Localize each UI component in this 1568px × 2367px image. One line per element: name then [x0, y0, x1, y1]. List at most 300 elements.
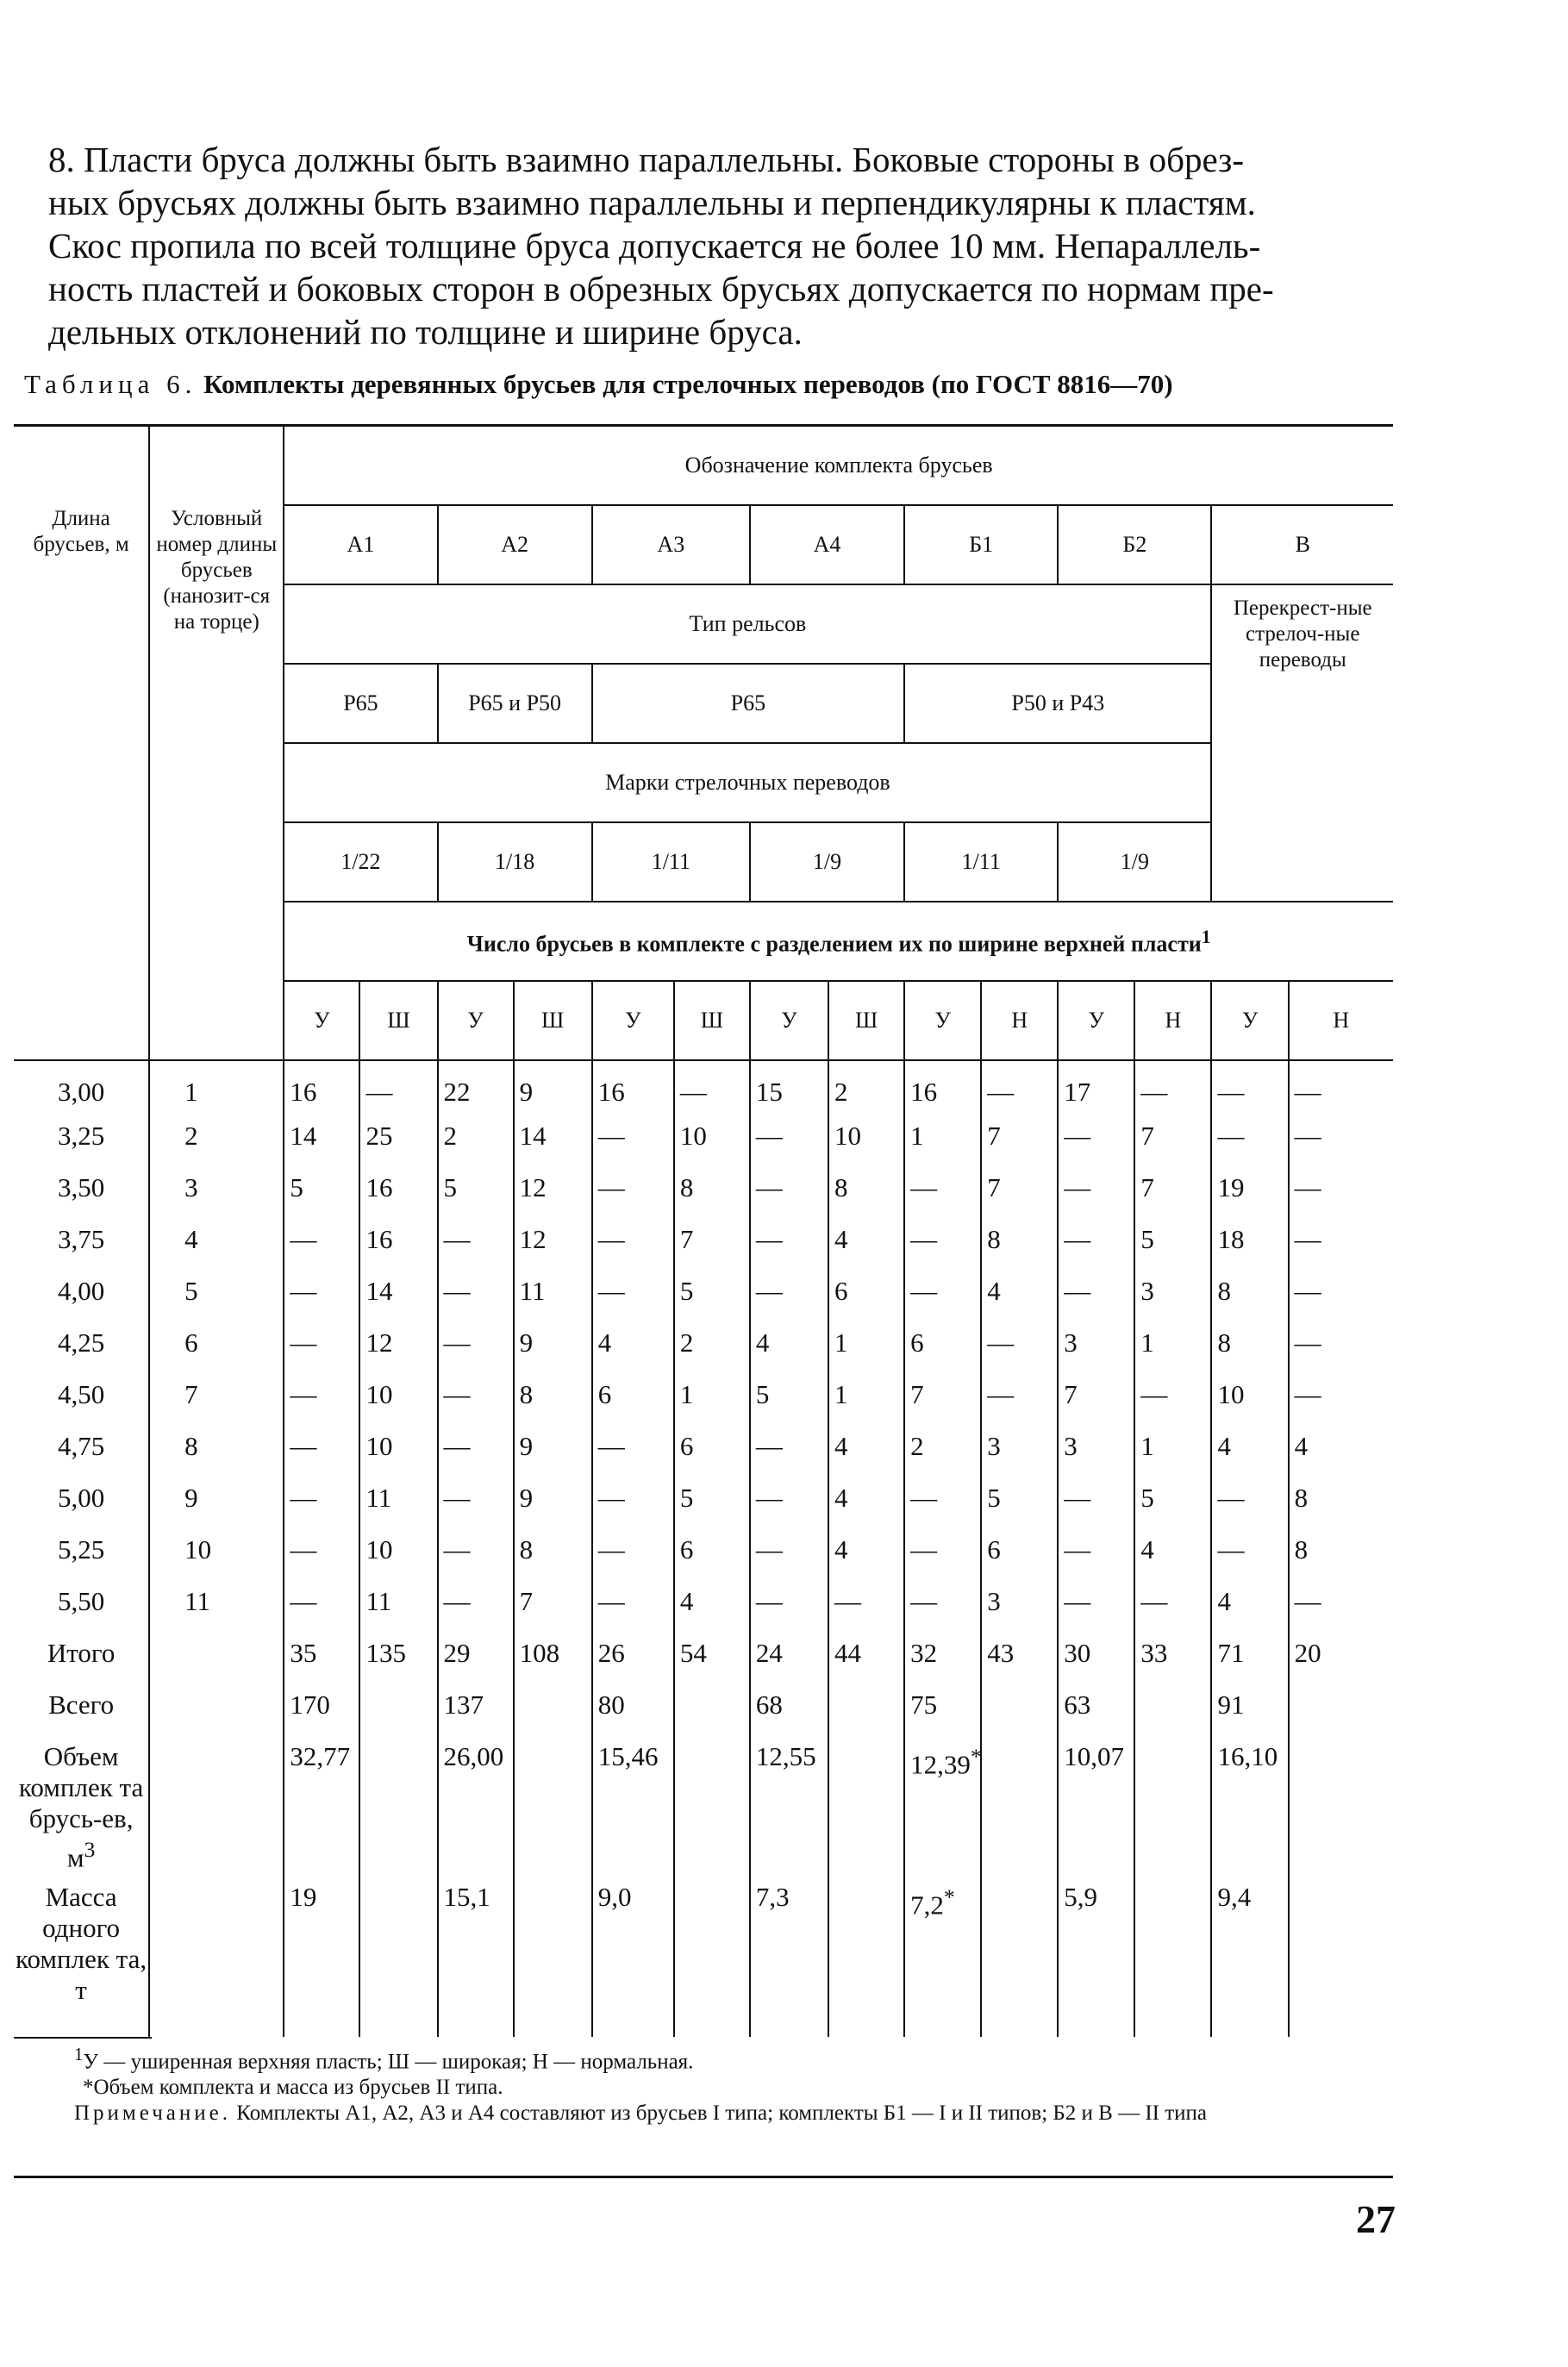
header-mark: 1/11	[904, 822, 1058, 902]
table-cell: 8	[514, 1371, 592, 1422]
table-cell: —	[284, 1267, 359, 1319]
table-cell: 7	[514, 1577, 592, 1629]
number-cell: 2	[149, 1112, 284, 1164]
table-cell: —	[904, 1164, 981, 1215]
header-width: Ш	[514, 981, 592, 1060]
header-count-title	[284, 902, 1393, 981]
mass-row-value-text: 9,0	[597, 1881, 632, 1912]
paragraph-line: ных брусьях должны быть взаимно параллельны и перпендикулярны к пластям.	[48, 183, 1256, 222]
table-cell: 16	[592, 1060, 674, 1112]
table-cell: 10	[359, 1526, 437, 1577]
footnote-2	[14, 2075, 1393, 2101]
total-cell: 33	[1134, 1629, 1211, 1681]
table-cell: —	[1058, 1267, 1134, 1319]
empty-cell	[359, 1681, 437, 1733]
footnote-1-text: У — уширенная верхняя пласть; Ш — широкая; Н — нормальная.	[83, 2050, 694, 2074]
table-cell: 12	[514, 1215, 592, 1267]
table-cell: 2	[904, 1422, 981, 1474]
header-width: У	[1058, 981, 1134, 1060]
table-cell: 7	[674, 1215, 750, 1267]
total-cell: 135	[359, 1629, 437, 1681]
table-cell: 14	[284, 1112, 359, 1164]
header-set: А4	[750, 505, 904, 584]
table-cell: 11	[514, 1267, 592, 1319]
table-cell: 12	[514, 1164, 592, 1215]
length-cell: 5,25	[57, 1533, 105, 1564]
note-lead: Примечание.	[74, 2102, 232, 2126]
caption-title: Комплекты деревянных брусьев для стрелочных переводов (по ГОСТ 8816—70)	[203, 369, 1173, 399]
length-cell: 5,00	[57, 1482, 105, 1513]
table-row	[14, 1060, 1393, 1112]
table-row	[14, 1319, 1393, 1371]
volume-row-value	[1211, 1733, 1288, 1873]
header-rail: Р50 и Р43	[904, 664, 1211, 743]
grand-total-row-value	[1058, 1681, 1134, 1733]
table-cell: —	[592, 1112, 674, 1164]
total-cell: 24	[750, 1629, 828, 1681]
grand-total-row-label-text: Всего	[48, 1689, 115, 1720]
header-width: Ш	[359, 981, 437, 1060]
table-cell: 7	[1134, 1112, 1211, 1164]
empty-cell	[981, 1733, 1058, 1873]
table-cell: 8	[828, 1164, 904, 1215]
grand-total-row-value-text: 80	[597, 1689, 625, 1720]
count-title-text: Число брусьев в комплекте с разделением их по ширине верхней пласти	[466, 931, 1202, 957]
empty-cell	[1134, 1681, 1211, 1733]
table-cell: 3	[981, 1422, 1058, 1474]
table-cell: 8	[1211, 1267, 1288, 1319]
header-width: У	[284, 981, 359, 1060]
paragraph-line: Скос пропила по всей толщине бруса допускается не более 10 мм. Непараллель-	[48, 226, 1261, 265]
table-cell: —	[284, 1215, 359, 1267]
table-cell: —	[438, 1526, 514, 1577]
table-cell: —	[1289, 1164, 1393, 1215]
volume-row	[14, 1733, 1393, 1873]
total-cell: 43	[981, 1629, 1058, 1681]
mass-row-value-text: 15,1	[443, 1881, 490, 1912]
grand-total-row-value-text: 137	[443, 1689, 484, 1720]
header-set: В	[1211, 505, 1393, 584]
grand-total-row	[14, 1681, 1393, 1733]
table-cell: 25	[359, 1112, 437, 1164]
table-cell: 8	[674, 1164, 750, 1215]
volume-row-value	[592, 1733, 674, 1873]
table-cell: 4	[750, 1319, 828, 1371]
mass-row	[14, 1873, 1393, 2037]
footnote-2-text: Объем комплекта и масса из брусьев II типа.	[93, 2076, 503, 2100]
empty-cell	[828, 1873, 904, 2037]
grand-total-row-value	[438, 1681, 514, 1733]
number-cell: 11	[149, 1577, 284, 1629]
table-cell: —	[828, 1577, 904, 1629]
table-cell: —	[750, 1164, 828, 1215]
table-cell: —	[1058, 1577, 1134, 1629]
table-cell: —	[904, 1577, 981, 1629]
table-cell: —	[592, 1577, 674, 1629]
totals-label: Итого	[47, 1637, 116, 1668]
grand-total-row-value-text: 75	[910, 1689, 938, 1720]
table-cell: 1	[828, 1319, 904, 1371]
header-length: Длина брусьев, м	[14, 426, 149, 1060]
table-cell: —	[674, 1060, 750, 1112]
header-width: Н	[1289, 981, 1393, 1060]
length-cell: 3,50	[57, 1171, 105, 1202]
table-cell: 6	[592, 1371, 674, 1422]
table-cell: 10	[359, 1422, 437, 1474]
table-cell: 2	[828, 1060, 904, 1112]
table-cell: 2	[674, 1319, 750, 1371]
volume-row-value-text: 32,77	[290, 1740, 351, 1771]
empty-cell	[514, 1733, 592, 1873]
table-cell: —	[284, 1319, 359, 1371]
mass-row-value-text: 7,3	[755, 1881, 790, 1912]
table-cell: 5	[1134, 1215, 1211, 1267]
mass-row-value	[592, 1873, 674, 2037]
asterisk-mark: *	[970, 1743, 982, 1769]
volume-row-value	[904, 1733, 981, 1873]
footnote-rule	[14, 2037, 152, 2039]
table-cell: 10	[674, 1112, 750, 1164]
table-cell: —	[1289, 1319, 1393, 1371]
header-mark: 1/9	[1058, 822, 1211, 902]
table-cell: 22	[438, 1060, 514, 1112]
grand-total-row-value	[750, 1681, 828, 1733]
header-width: Н	[1134, 981, 1211, 1060]
table-cell: —	[750, 1112, 828, 1164]
table-cell: —	[1134, 1577, 1211, 1629]
grand-total-row-value	[904, 1681, 981, 1733]
table-cell: —	[1058, 1474, 1134, 1526]
grand-total-row-value	[284, 1681, 359, 1733]
table-cell: —	[1211, 1474, 1288, 1526]
header-width: У	[1211, 981, 1288, 1060]
table-cell: 1	[828, 1371, 904, 1422]
table-cell: 5	[674, 1267, 750, 1319]
table-cell: 4	[828, 1422, 904, 1474]
length-cell: 3,75	[57, 1223, 105, 1254]
empty-cell	[149, 1629, 284, 1681]
table-cell: 5	[981, 1474, 1058, 1526]
table-cell: 5	[284, 1164, 359, 1215]
table-cell: —	[1134, 1060, 1211, 1112]
volume-row-value-text: 10,07	[1064, 1740, 1125, 1771]
table-cell: —	[981, 1060, 1058, 1112]
volume-row-value-text: 12,39	[910, 1748, 971, 1779]
number-cell: 6	[149, 1319, 284, 1371]
number-cell: 1	[149, 1060, 284, 1112]
table-cell: —	[1289, 1112, 1393, 1164]
table-cell: —	[438, 1267, 514, 1319]
header-set: Б1	[904, 505, 1058, 584]
table-cell: 6	[904, 1319, 981, 1371]
mass-row-value	[284, 1873, 359, 2037]
header-marks-title: Марки стрелочных переводов	[284, 743, 1211, 822]
table-cell: —	[1058, 1164, 1134, 1215]
empty-cell	[1134, 1733, 1211, 1873]
table-cell: —	[1058, 1112, 1134, 1164]
table-caption	[24, 368, 1403, 401]
number-cell: 3	[149, 1164, 284, 1215]
asterisk-mark: *	[943, 1883, 955, 1909]
volume-row-label-text: Объем комплек та брусь-ев, м	[18, 1740, 144, 1872]
table-cell: —	[904, 1474, 981, 1526]
total-cell: 54	[674, 1629, 750, 1681]
table-cell: —	[904, 1526, 981, 1577]
empty-cell	[674, 1873, 750, 2037]
table-cell: 4	[828, 1474, 904, 1526]
table-cell: —	[438, 1371, 514, 1422]
mass-row-value-text: 19	[290, 1881, 317, 1912]
table-cell: 11	[359, 1474, 437, 1526]
table-cell: 1	[904, 1112, 981, 1164]
table-cell: 7	[981, 1112, 1058, 1164]
table-cell: —	[284, 1474, 359, 1526]
table-row	[14, 1267, 1393, 1319]
table-row	[14, 1164, 1393, 1215]
table-cell: 16	[359, 1164, 437, 1215]
empty-cell	[359, 1733, 437, 1873]
grand-total-row-value	[592, 1681, 674, 1733]
table-cell: 1	[1134, 1319, 1211, 1371]
header-rail: Р65 и Р50	[438, 664, 592, 743]
header-mark: 1/11	[592, 822, 750, 902]
table-cell: —	[284, 1422, 359, 1474]
length-cell: 5,50	[57, 1585, 105, 1616]
table-cell: —	[1058, 1526, 1134, 1577]
table-row	[14, 1526, 1393, 1577]
table-cell: —	[750, 1267, 828, 1319]
table-cell: 8	[514, 1526, 592, 1577]
table-cell: 19	[1211, 1164, 1288, 1215]
table-cell: —	[1289, 1371, 1393, 1422]
grand-total-row-value-text: 63	[1064, 1689, 1091, 1720]
empty-cell	[1289, 1681, 1393, 1733]
header-width: У	[438, 981, 514, 1060]
table-cell: —	[438, 1474, 514, 1526]
table-body	[14, 1060, 1393, 2037]
header-rail: Р65	[592, 664, 904, 743]
volume-row-value	[750, 1733, 828, 1873]
table-cell: —	[1134, 1371, 1211, 1422]
table-cell: 9	[514, 1060, 592, 1112]
paragraph-line: дельных отклонений по толщине и ширине бруса.	[48, 312, 803, 352]
table-cell: —	[1211, 1112, 1288, 1164]
volume-row-value-text: 12,55	[755, 1740, 816, 1771]
table-cell: —	[750, 1526, 828, 1577]
table-cell: 7	[981, 1164, 1058, 1215]
volume-row-value-text: 16,10	[1217, 1740, 1278, 1771]
table-cell: 16	[904, 1060, 981, 1112]
table-cell: 8	[1289, 1526, 1393, 1577]
volume-row-value	[284, 1733, 359, 1873]
table-cell: —	[284, 1526, 359, 1577]
table-cell: 11	[359, 1577, 437, 1629]
empty-cell	[1289, 1873, 1393, 2037]
mass-row-value	[438, 1873, 514, 2037]
table-cell: 4	[592, 1319, 674, 1371]
sleeper-sets-table	[14, 424, 1393, 2037]
length-cell: 4,75	[57, 1430, 105, 1461]
empty-cell	[674, 1681, 750, 1733]
total-cell: 30	[1058, 1629, 1134, 1681]
table-cell: 8	[1211, 1319, 1288, 1371]
count-title-footnote: 1	[1201, 927, 1211, 948]
header-width: У	[750, 981, 828, 1060]
table-row	[14, 1215, 1393, 1267]
mass-row-value	[904, 1873, 981, 2037]
table-cell: —	[438, 1215, 514, 1267]
table-cell: —	[981, 1371, 1058, 1422]
number-cell: 8	[149, 1422, 284, 1474]
table-cell: —	[1289, 1577, 1393, 1629]
table-cell: 17	[1058, 1060, 1134, 1112]
table-cell: 7	[904, 1371, 981, 1422]
grand-total-row-label	[14, 1681, 149, 1733]
header-rail: Р65	[284, 664, 437, 743]
number-cell: 4	[149, 1215, 284, 1267]
total-cell: 44	[828, 1629, 904, 1681]
empty-cell	[674, 1733, 750, 1873]
mass-row-value	[1058, 1873, 1134, 2037]
table-cell: 8	[981, 1215, 1058, 1267]
table-cell: 8	[1289, 1474, 1393, 1526]
header-width: У	[592, 981, 674, 1060]
total-cell: 20	[1289, 1629, 1393, 1681]
mass-row-label-text: Масса одного комплек та, т	[16, 1881, 147, 2005]
table-cell: —	[438, 1422, 514, 1474]
table-cell: —	[981, 1319, 1058, 1371]
number-cell: 10	[149, 1526, 284, 1577]
mass-row-label	[14, 1873, 149, 2037]
paragraph-line: ность пластей и боковых сторон в обрезных брусьях допускается по нормам пре-	[48, 269, 1274, 309]
total-cell: 108	[514, 1629, 592, 1681]
table-cell: 9	[514, 1319, 592, 1371]
table-cell: —	[750, 1577, 828, 1629]
volume-row-value-text: 26,00	[443, 1740, 504, 1771]
table-cell: —	[1289, 1215, 1393, 1267]
table-cell: 4	[1211, 1577, 1288, 1629]
table-cell: —	[1058, 1215, 1134, 1267]
table-cell: —	[359, 1060, 437, 1112]
table-cell: 6	[828, 1267, 904, 1319]
table-cell: —	[1289, 1267, 1393, 1319]
unit-exponent: 3	[84, 1836, 96, 1862]
empty-cell	[359, 1873, 437, 2037]
table-cell: —	[592, 1267, 674, 1319]
mass-row-value	[1211, 1873, 1288, 2037]
table-cell: —	[592, 1526, 674, 1577]
table-cell: —	[284, 1371, 359, 1422]
totals-row	[14, 1629, 1393, 1681]
empty-cell	[981, 1873, 1058, 2037]
empty-cell	[1134, 1873, 1211, 2037]
table-cell: 7	[1134, 1164, 1211, 1215]
intro-paragraph	[48, 138, 1393, 353]
table-cell: —	[750, 1215, 828, 1267]
total-cell: 35	[284, 1629, 359, 1681]
table-cell: 6	[674, 1526, 750, 1577]
table-cell: 1	[1134, 1422, 1211, 1474]
table-cell: —	[750, 1422, 828, 1474]
header-set: А1	[284, 505, 437, 584]
grand-total-row-value-text: 170	[290, 1689, 330, 1720]
table-cell: 3	[1058, 1422, 1134, 1474]
length-cell: 3,00	[57, 1076, 105, 1107]
table-cell: 12	[359, 1319, 437, 1371]
caption-lead: Таблица 6.	[24, 369, 197, 399]
table-cell: —	[1211, 1060, 1288, 1112]
table-cell: 10	[359, 1371, 437, 1422]
header-width: Ш	[828, 981, 904, 1060]
table-cell: 14	[359, 1267, 437, 1319]
table-cell: —	[1211, 1526, 1288, 1577]
number-cell: 7	[149, 1371, 284, 1422]
table-cell: 4	[828, 1215, 904, 1267]
table-cell: 1	[674, 1371, 750, 1422]
table-note	[14, 2101, 1393, 2127]
header-set: А3	[592, 505, 750, 584]
table-cell: —	[1289, 1060, 1393, 1112]
page-bottom-rule	[14, 2176, 1393, 2178]
header-width: Ш	[674, 981, 750, 1060]
table-cell: 15	[750, 1060, 828, 1112]
header-mark: 1/18	[438, 822, 592, 902]
table-cell: 4	[1289, 1422, 1393, 1474]
empty-cell	[514, 1681, 592, 1733]
total-cell: 29	[438, 1629, 514, 1681]
table-cell: —	[592, 1164, 674, 1215]
number-cell: 5	[149, 1267, 284, 1319]
table-cell: —	[750, 1474, 828, 1526]
header-set: А2	[438, 505, 592, 584]
table-cell: 7	[1058, 1371, 1134, 1422]
table-cell: —	[904, 1215, 981, 1267]
table-cell: 14	[514, 1112, 592, 1164]
table-cell: 3	[981, 1577, 1058, 1629]
paragraph-line: 8. Пласти бруса должны быть взаимно параллельны. Боковые стороны в обрез-	[48, 140, 1245, 179]
page-number: 27	[1356, 2197, 1396, 2241]
table-cell: 10	[1211, 1371, 1288, 1422]
total-cell: 71	[1211, 1629, 1288, 1681]
table-cell: 2	[438, 1112, 514, 1164]
table-cell: —	[592, 1422, 674, 1474]
grand-total-row-value	[1211, 1681, 1288, 1733]
empty-cell	[828, 1733, 904, 1873]
header-mark: 1/9	[750, 822, 904, 902]
table-cell: 9	[514, 1422, 592, 1474]
volume-row-value-text: 15,46	[597, 1740, 659, 1771]
total-cell: 32	[904, 1629, 981, 1681]
header-crossing: Перекрест-ные стрелоч-ные переводы	[1211, 584, 1393, 902]
table-cell: —	[592, 1474, 674, 1526]
volume-row-label	[14, 1733, 149, 1873]
footnotes	[14, 2041, 1393, 2127]
table-cell: 4	[674, 1577, 750, 1629]
table-cell: 3	[1058, 1319, 1134, 1371]
empty-cell	[149, 1733, 284, 1873]
header-width: Н	[981, 981, 1058, 1060]
table-row	[14, 1474, 1393, 1526]
mass-row-value-text: 7,2	[910, 1889, 944, 1920]
table-cell: 5	[674, 1474, 750, 1526]
length-cell: 3,25	[57, 1120, 105, 1151]
header-designation: Обозначение комплекта брусьев	[284, 426, 1393, 505]
table-cell: 5	[438, 1164, 514, 1215]
table-cell: 5	[1134, 1474, 1211, 1526]
footnote-2-marker: *	[83, 2076, 94, 2100]
empty-cell	[981, 1681, 1058, 1733]
mass-row-value-text: 5,9	[1064, 1881, 1098, 1912]
